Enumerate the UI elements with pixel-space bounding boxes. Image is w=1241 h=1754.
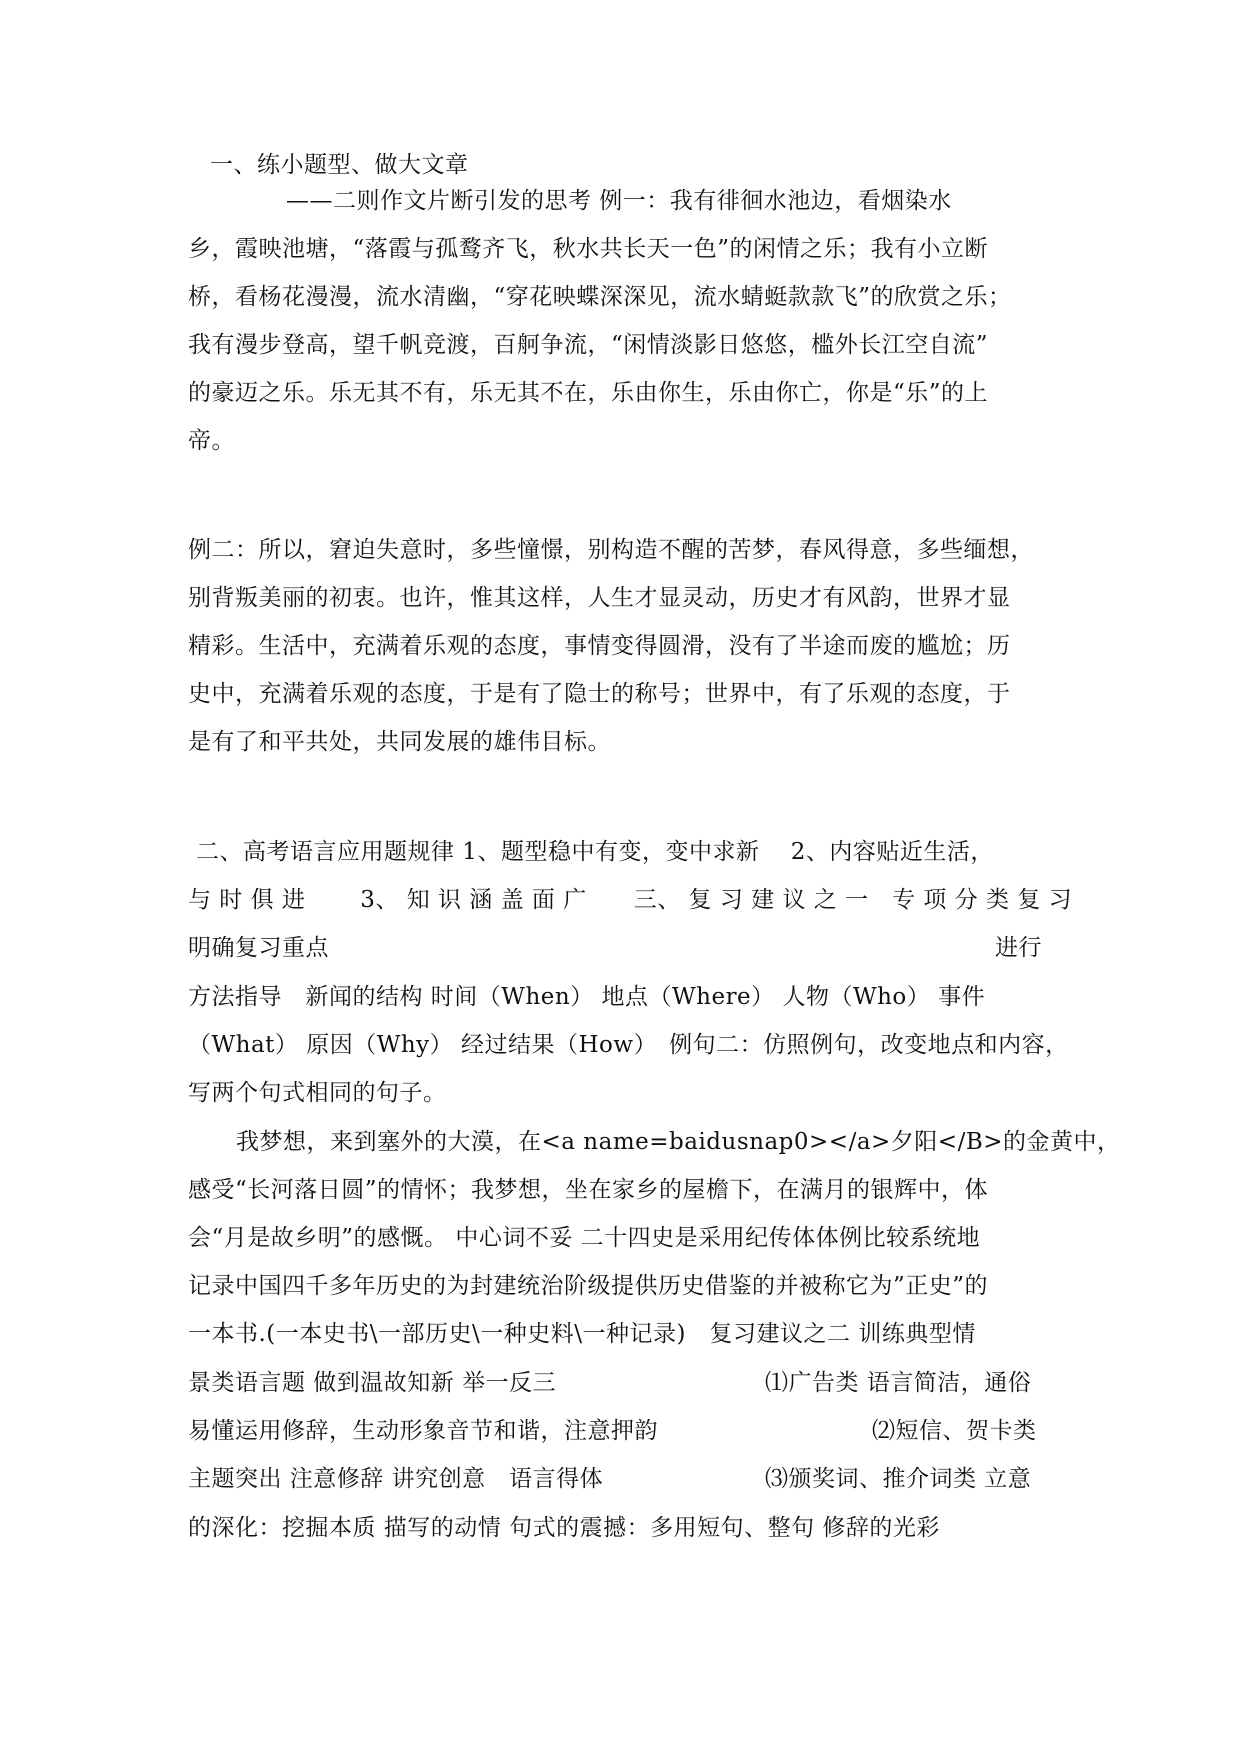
- paragraph-line: ⑴广告类 语言简洁，通俗: [765, 1370, 1032, 1396]
- paragraph-line: 进行: [995, 935, 1042, 961]
- paragraph-line: 史中，充满着乐观的态度，于是有了隐士的称号；世界中，有了乐观的态度，于: [188, 681, 1011, 707]
- paragraph-line: 乡，霞映池塘，“落霞与孤鹜齐飞，秋水共长天一色”的闲情之乐；我有小立断: [188, 236, 989, 262]
- paragraph-line: 易懂运用修辞，生动形象音节和谐，注意押韵: [188, 1418, 658, 1444]
- paragraph-line: 写两个句式相同的句子。: [188, 1080, 447, 1106]
- paragraph-line: 例二：所以，窘迫失意时，多些憧憬，别构造不醒的苦梦，春风得意，多些缅想，: [188, 537, 1034, 563]
- paragraph-line: 别背叛美丽的初衷。也许，惟其这样，人生才显灵动，历史才有风韵，世界才显: [188, 585, 1011, 611]
- paragraph-line: 帝。: [188, 428, 235, 454]
- paragraph-line: 感受“长河落日圆”的情怀；我梦想，坐在家乡的屋檐下，在满月的银辉中，体: [188, 1177, 989, 1203]
- paragraph-line: 一本书.(一本史书\一部历史\一种史料\一种记录) 复习建议之二 训练典型情: [188, 1321, 976, 1347]
- paragraph-line: 是有了和平共处，共同发展的雄伟目标。: [188, 729, 611, 755]
- paragraph-line: ⑶颁奖词、推介词类 立意: [765, 1466, 1032, 1492]
- section-heading-1: 一、练小题型、做大文章: [210, 152, 469, 178]
- paragraph-line: 与 时 俱 进 3、 知 识 涵 盖 面 广 三、 复 习 建 议 之 一 专 项 分 类 复 习: [188, 887, 1073, 913]
- paragraph-line: 的豪迈之乐。乐无其不有，乐无其不在，乐由你生，乐由你亡，你是“乐”的上: [188, 380, 989, 406]
- paragraph-line: 方法指导 新闻的结构 时间（When） 地点（Where） 人物（Who） 事件: [188, 984, 986, 1010]
- paragraph-line: 精彩。生活中，充满着乐观的态度，事情变得圆滑，没有了半途而废的尴尬；历: [188, 633, 1011, 659]
- paragraph-line: 景类语言题 做到温故知新 举一反三: [188, 1370, 557, 1396]
- paragraph-line: ——二则作文片断引发的思考 例一：我有徘徊水池边，看烟染水: [286, 188, 952, 214]
- paragraph-line: 会“月是故乡明”的感慨。 中心词不妥 二十四史是采用纪传体体例比较系统地: [188, 1225, 981, 1251]
- paragraph-line: 主题突出 注意修辞 讲究创意 语言得体: [188, 1466, 604, 1492]
- paragraph-line: 我梦想，来到塞外的大漠，在<a name=baidusnap0></a>夕阳</B>的金黄中，: [236, 1129, 1121, 1155]
- paragraph-line: 记录中国四千多年历史的为封建统治阶级提供历史借鉴的并被称它为”正史”的: [188, 1273, 989, 1299]
- section-heading-2: 二、高考语言应用题规律 1、题型稳中有变，变中求新 2、内容贴近生活，: [196, 839, 994, 865]
- paragraph-line: 我有漫步登高，望千帆竞渡，百舸争流，“闲情淡影日悠悠，槛外长江空自流”: [188, 332, 989, 358]
- paragraph-line: 明确复习重点: [188, 935, 329, 961]
- paragraph-line: ⑵短信、贺卡类: [872, 1418, 1037, 1444]
- paragraph-line: 桥，看杨花漫漫，流水清幽，“穿花映蝶深深见，流水蜻蜓款款飞”的欣赏之乐；: [188, 284, 1012, 310]
- paragraph-line: （What） 原因（Why） 经过结果（How） 例句二：仿照例句，改变地点和内容，: [188, 1032, 1069, 1058]
- paragraph-line: 的深化：挖掘本质 描写的动情 句式的震撼：多用短句、整句 修辞的光彩: [188, 1515, 940, 1541]
